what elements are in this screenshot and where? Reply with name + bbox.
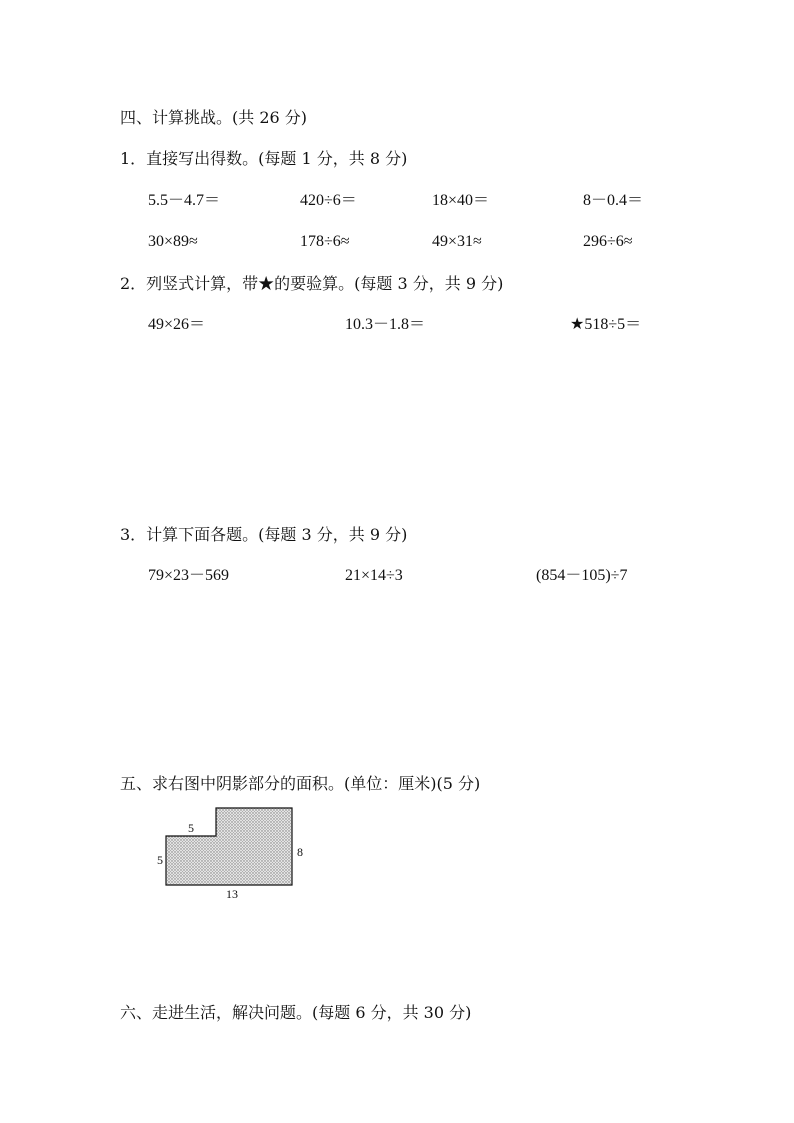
q3-item-3: (854－105)÷7: [536, 567, 628, 584]
shaded-shape: [166, 808, 292, 885]
question-1-title: 1．直接写出得数。(每题 1 分，共 8 分): [120, 149, 408, 168]
q1-item-4: 8－0.4＝: [583, 192, 644, 209]
q1-item-2: 420÷6＝: [300, 192, 357, 209]
q1-item-5: 30×89≈: [148, 233, 198, 250]
section-5-title: 五、求右图中阴影部分的面积。(单位：厘米)(5 分): [120, 774, 481, 793]
q1-item-3: 18×40＝: [432, 192, 490, 209]
q1-item-1: 5.5－4.7＝: [148, 192, 221, 209]
shaded-area-figure: [150, 800, 320, 910]
section-6-title: 六、走进生活，解决问题。(每题 6 分，共 30 分): [120, 1003, 472, 1022]
question-2-title: 2．列竖式计算，带★的要验算。(每题 3 分，共 9 分): [120, 274, 504, 293]
q2-item-3: ★518÷5＝: [570, 316, 642, 333]
q3-item-1: 79×23－569: [148, 567, 230, 584]
q1-item-6: 178÷6≈: [300, 233, 350, 250]
q2-item-1: 49×26＝: [148, 316, 206, 333]
label-left-height: 5: [157, 853, 163, 867]
q1-item-7: 49×31≈: [432, 233, 482, 250]
q1-item-8: 296÷6≈: [583, 233, 633, 250]
label-right-height: 8: [297, 845, 303, 859]
label-top-width: 5: [188, 821, 194, 835]
q3-item-2: 21×14÷3: [345, 567, 403, 584]
q2-item-2: 10.3－1.8＝: [345, 316, 426, 333]
question-3-title: 3．计算下面各题。(每题 3 分，共 9 分): [120, 525, 408, 544]
section-4-title: 四、计算挑战。(共 26 分): [120, 108, 308, 127]
label-bottom-width: 13: [226, 887, 238, 901]
